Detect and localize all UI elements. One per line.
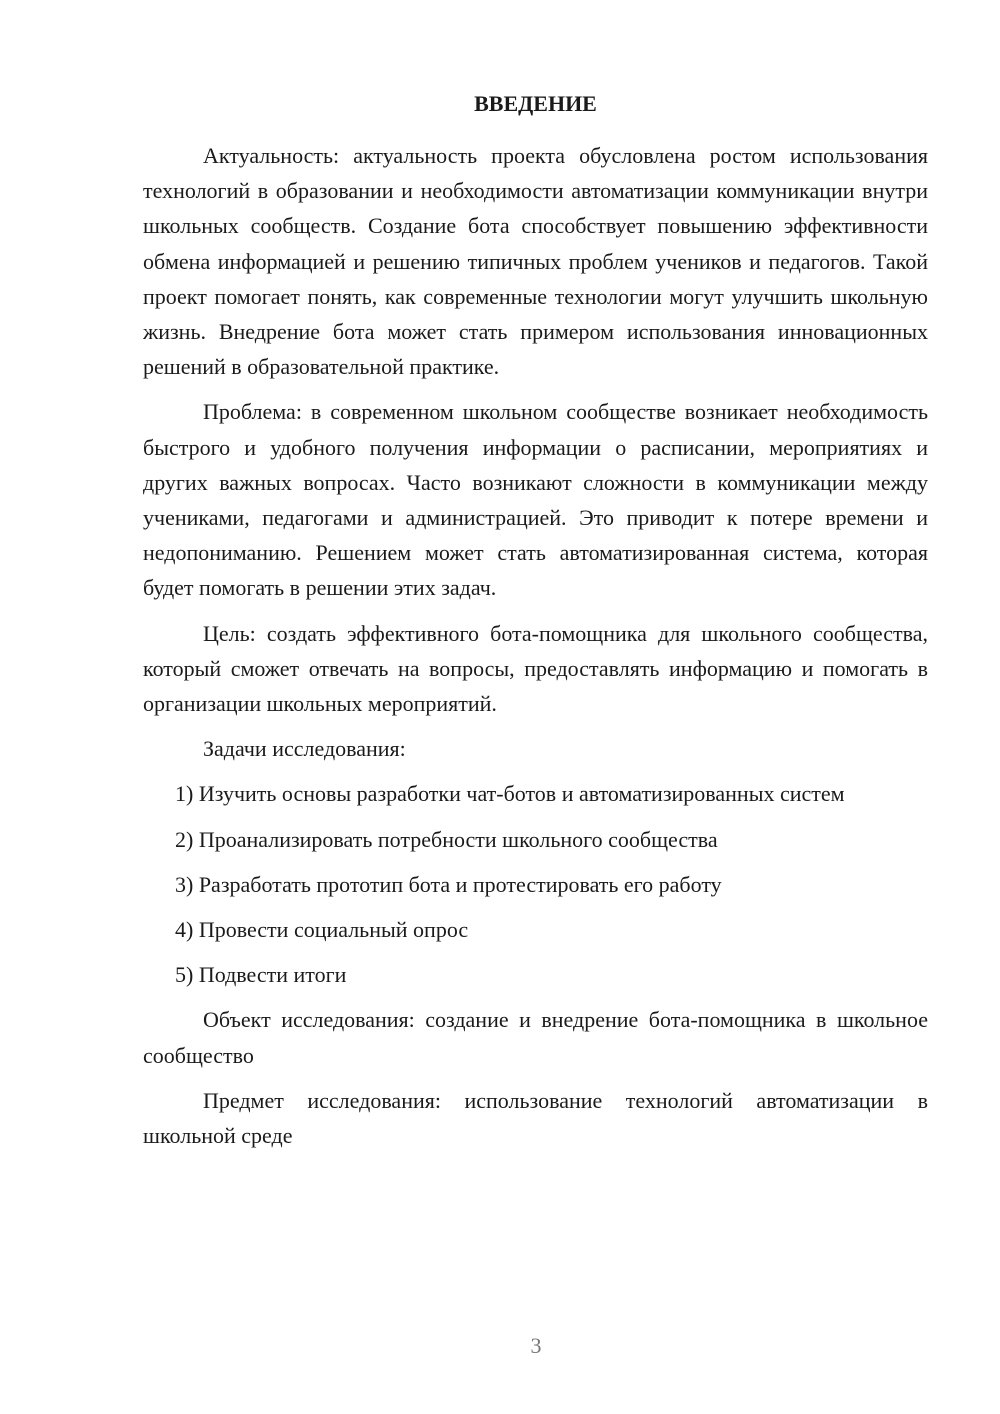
paragraph-relevance: Актуальность: актуальность проекта обусловлена ростом использования технологий в образовании и необходимости автоматизации коммуникации внутри школьных сообществ. Создание бота способствует повышению эффективности обмена информацией и решению типичных проблем учеников и педагогов. Такой проект помогает понять, как современные технологии могут улучшить школьную жизнь. Внедрение бота может стать примером использования инновационных решений в образовательной практике. [143,143,928,380]
paragraph-subject: Предмет исследования: использование технологий автоматизации в школьной среде [143,1087,928,1149]
paragraph-goal: Цель: создать эффективного бота-помощника для школьного сообщества, который сможет отвечать на вопросы, предоставлять информацию и помогать в организации школьных мероприятий. [143,620,928,717]
task-item-5: 5) Подвести итоги [175,962,347,988]
page-number: 3 [530,1333,542,1358]
tasks-heading: Задачи исследования: [203,736,406,762]
task-item-4: 4) Провести социальный опрос [175,917,469,943]
task-item-3: 3) Разработать прототип бота и протестировать его работу [175,871,722,897]
task-item-1: 1) Изучить основы разработки чат-ботов и автоматизированных систем [175,781,845,807]
task-item-2: 2) Проанализировать потребности школьного сообщества [175,826,718,852]
document-page [143,90,928,1163]
section-title: ВВЕДЕНИЕ [474,91,597,116]
paragraph-problem: Проблема: в современном школьном сообществе возникает необходимость быстрого и удобного получения информации о расписании, мероприятиях и других важных вопросах. Часто возникают сложности в коммуникации между учениками, педагогами и администрацией. Это приводит к потере времени и недопониманию. Решением может стать автоматизированная система, которая будет помогать в решении этих задач. [143,399,928,601]
paragraph-object: Объект исследования: создание и внедрение бота-помощника в школьное сообщество [143,1007,928,1068]
